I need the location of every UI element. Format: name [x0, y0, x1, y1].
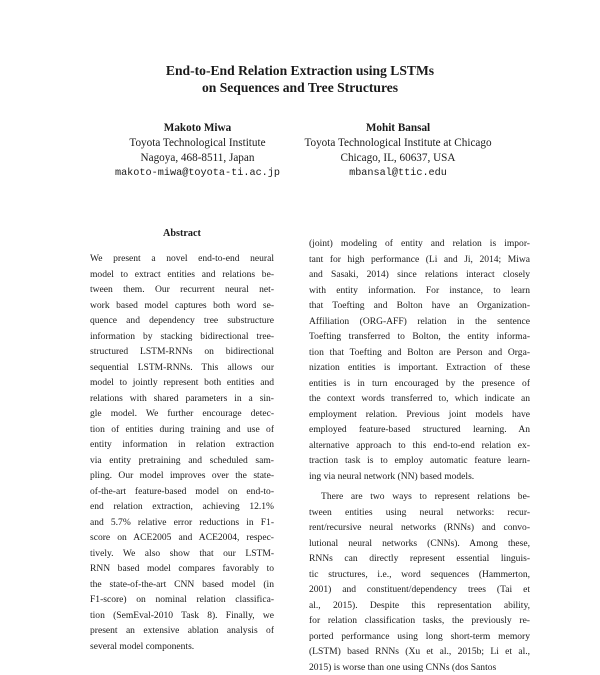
text-line: RNNs can directly represent essential linguis- — [309, 551, 530, 567]
text-line: al., 2015). Despite this representation ability, — [309, 598, 530, 614]
author-name: Mohit Bansal — [292, 121, 504, 136]
text-line: (LSTM) based RNNs (Xu et al., 2015b; Li et al., — [309, 644, 530, 660]
text-line: ing via neural network (NN) based models. — [309, 469, 530, 485]
author-address: Chicago, IL, 60637, USA — [292, 151, 504, 166]
text-line: alternative approach to this end-to-end relation ex- — [309, 438, 530, 454]
text-line: several model components. — [90, 639, 274, 655]
text-line: score on ACE2005 and ACE2004, respec- — [90, 530, 274, 546]
text-line: entities is in turn encouraged by the presence of — [309, 376, 530, 392]
text-line: entity information in relation extraction — [90, 437, 274, 453]
text-line: tween entities using neural networks: recur- — [309, 505, 530, 521]
intro-paragraph-2 — [309, 489, 530, 675]
abstract-body — [90, 251, 274, 654]
text-line: tween them. Our recurrent neural net- — [90, 282, 274, 298]
text-line: quence and dependency tree substructure — [90, 313, 274, 329]
author-email: mbansal@ttic.edu — [292, 166, 504, 181]
paper-title-line-1: End-to-End Relation Extraction using LSTMs — [0, 62, 600, 79]
text-line: of-the-art feature-based model on end-to- — [90, 484, 274, 500]
text-line: model to extract entities and relations be- — [90, 267, 274, 283]
text-line: rent/recursive neural networks (RNNs) and convo- — [309, 520, 530, 536]
text-line: RNN based model compares favorably to — [90, 561, 274, 577]
text-line: work based model captures both word se- — [90, 298, 274, 314]
text-line: F1-score) on nominal relation classifica- — [90, 592, 274, 608]
text-line: for relation classification tasks, the previously re- — [309, 613, 530, 629]
author-affiliation: Toyota Technological Institute — [95, 136, 300, 151]
author-block-2 — [292, 121, 504, 181]
text-line: Toefting transferred to Bolton, the entity informa- — [309, 329, 530, 345]
intro-paragraph-1 — [309, 236, 530, 484]
text-line: employed feature-based structured learning. An — [309, 422, 530, 438]
text-line: with entity information. For instance, to learn — [309, 283, 530, 299]
text-line: traction task is to employ automatic feature learn- — [309, 453, 530, 469]
text-line: tion of entities during training and use of — [90, 422, 274, 438]
text-line: 2001) and constituent/dependency trees (Tai et — [309, 582, 530, 598]
text-line: gle model. We further encourage detec- — [90, 406, 274, 422]
text-line: tion (SemEval-2010 Task 8). Finally, we — [90, 608, 274, 624]
author-address: Nagoya, 468-8511, Japan — [95, 151, 300, 166]
text-line: There are two ways to represent relations be- — [309, 489, 530, 505]
text-line: relations with shared parameters in a sin- — [90, 391, 274, 407]
text-line: structured LSTM-RNNs on bidirectional — [90, 344, 274, 360]
text-line: lutional neural networks (CNNs). Among these, — [309, 536, 530, 552]
paper-title-line-2: on Sequences and Tree Structures — [0, 79, 600, 96]
text-line: Affiliation (ORG-AFF) relation in the sentence — [309, 314, 530, 330]
text-line: end relation extraction, achieving 12.1% — [90, 499, 274, 515]
text-line: via entity pretraining and scheduled sam- — [90, 453, 274, 469]
text-line: information by stacking bidirectional tree- — [90, 329, 274, 345]
author-affiliation: Toyota Technological Institute at Chicago — [292, 136, 504, 151]
abstract-heading: Abstract — [90, 228, 274, 239]
text-line: the state-of-the-art CNN based model (in — [90, 577, 274, 593]
text-line: tant for high performance (Li and Ji, 2014; Miwa — [309, 252, 530, 268]
text-line: present an extensive ablation analysis of — [90, 623, 274, 639]
text-line: that Toefting and Bolton have an Organization- — [309, 298, 530, 314]
text-line: model to jointly represent both entities and — [90, 375, 274, 391]
text-line: tion that Toefting and Bolton are Person and Orga- — [309, 345, 530, 361]
text-line: sequential LSTM-RNNs. This allows our — [90, 360, 274, 376]
text-line: tively. We also show that our LSTM- — [90, 546, 274, 562]
text-line: employment relation. Previous joint models have — [309, 407, 530, 423]
text-line: the context words transferred to, which indicate an — [309, 391, 530, 407]
text-line: tic structures, i.e., word sequences (Hammerton, — [309, 567, 530, 583]
text-line: We present a novel end-to-end neural — [90, 251, 274, 267]
author-email: makoto-miwa@toyota-ti.ac.jp — [95, 166, 300, 181]
author-name: Makoto Miwa — [95, 121, 300, 136]
text-line: (joint) modeling of entity and relation is impor- — [309, 236, 530, 252]
text-line: and 5.7% relative error reductions in F1- — [90, 515, 274, 531]
text-line: 2015) is worse than one using CNNs (dos Santos — [309, 660, 530, 675]
text-line: ported performance using long short-term memory — [309, 629, 530, 645]
author-block-1 — [95, 121, 300, 181]
text-line: and Sasaki, 2014) since relations interact closely — [309, 267, 530, 283]
text-line: pling. Our model improves over the state- — [90, 468, 274, 484]
text-line: nization entities is important. Extraction of these — [309, 360, 530, 376]
